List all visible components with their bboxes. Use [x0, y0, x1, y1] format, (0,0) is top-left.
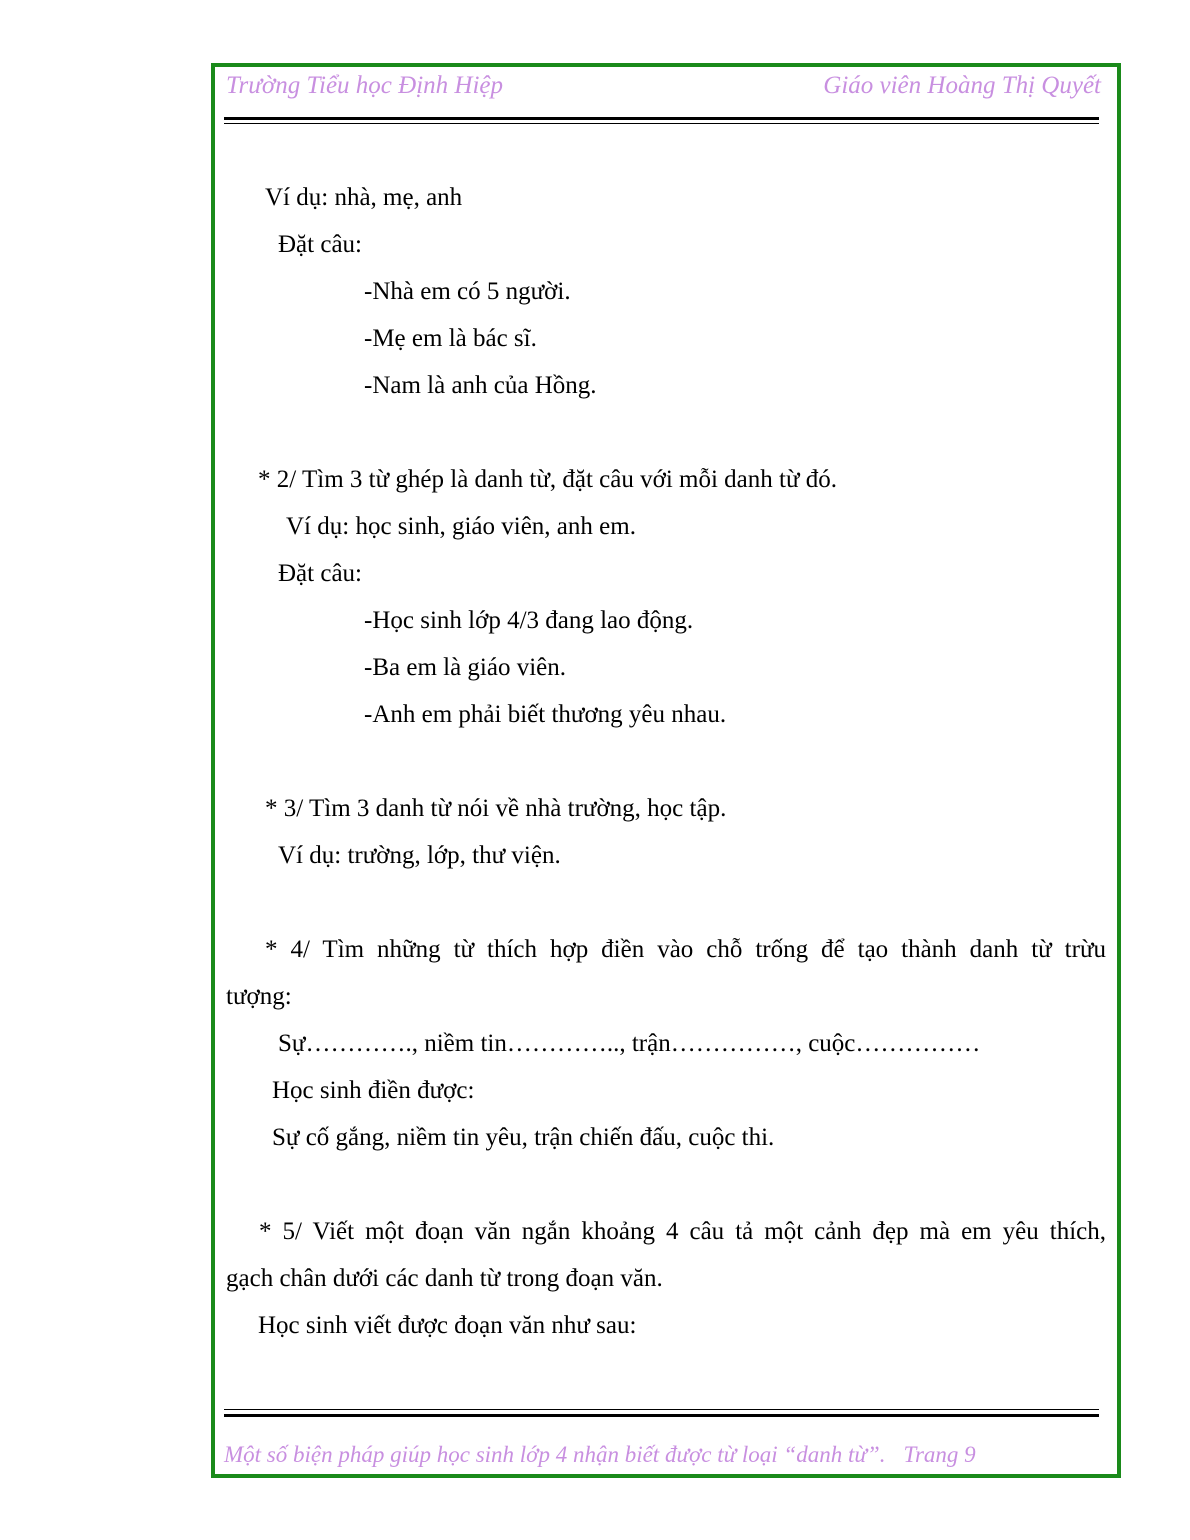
exercise-5-cont: gạch chân dưới các danh từ trong đoạn văn.	[226, 1265, 663, 1292]
sentence-1a: -Nhà em có 5 người.	[364, 278, 571, 305]
footer-rule-thick	[224, 1414, 1099, 1417]
footer	[224, 1442, 976, 1468]
exercise-2: * 2/ Tìm 3 từ ghép là danh từ, đặt câu với mỗi danh từ đó.	[258, 466, 838, 493]
exercise-4-cont: tượng:	[226, 983, 292, 1010]
sentence-heading-1: Đặt câu:	[278, 231, 362, 258]
exercise-4: * 4/ Tìm những từ thích hợp điền vào chỗ trống để tạo thành danh từ trừu	[265, 936, 1106, 963]
example-3: Ví dụ: trường, lớp, thư viện.	[278, 842, 561, 869]
exercise-5: * 5/ Viết một đoạn văn ngắn khoảng 4 câu tả một cảnh đẹp mà em yêu thích,	[259, 1218, 1106, 1245]
sentence-2c: -Anh em phải biết thương yêu nhau.	[364, 701, 727, 728]
fill-blanks: Sự…………., niềm tin………….., trận……………, cuộc……………	[278, 1030, 981, 1057]
header-school: Trường Tiểu học Định Hiệp	[226, 72, 503, 99]
header-rule-thick	[224, 117, 1099, 120]
sentence-2a: -Học sinh lớp 4/3 đang lao động.	[364, 607, 694, 634]
footer-rule-thin	[224, 1409, 1099, 1410]
footer-title: Một số biện pháp giúp học sinh lớp 4 nhận biết được từ loại “danh từ”.	[224, 1442, 886, 1467]
sentence-heading-2: Đặt câu:	[278, 560, 362, 587]
answer-heading-4: Học sinh điền được:	[272, 1077, 475, 1104]
exercise-3: * 3/ Tìm 3 danh từ nói về nhà trường, học tập.	[265, 795, 727, 822]
sentence-1c: -Nam là anh của Hồng.	[364, 372, 597, 399]
header-rule-thin	[224, 123, 1099, 124]
answer-4: Sự cố gắng, niềm tin yêu, trận chiến đấu, cuộc thi.	[272, 1124, 775, 1151]
answer-heading-5: Học sinh viết được đoạn văn như sau:	[258, 1312, 637, 1339]
example-1: Ví dụ: nhà, mẹ, anh	[265, 184, 463, 211]
header-teacher: Giáo viên Hoàng Thị Quyết	[823, 72, 1101, 99]
sentence-1b: -Mẹ em là bác sĩ.	[364, 325, 537, 352]
example-2: Ví dụ: học sinh, giáo viên, anh em.	[286, 513, 636, 540]
page-number: Trang 9	[903, 1442, 976, 1467]
sentence-2b: -Ba em là giáo viên.	[364, 654, 567, 681]
